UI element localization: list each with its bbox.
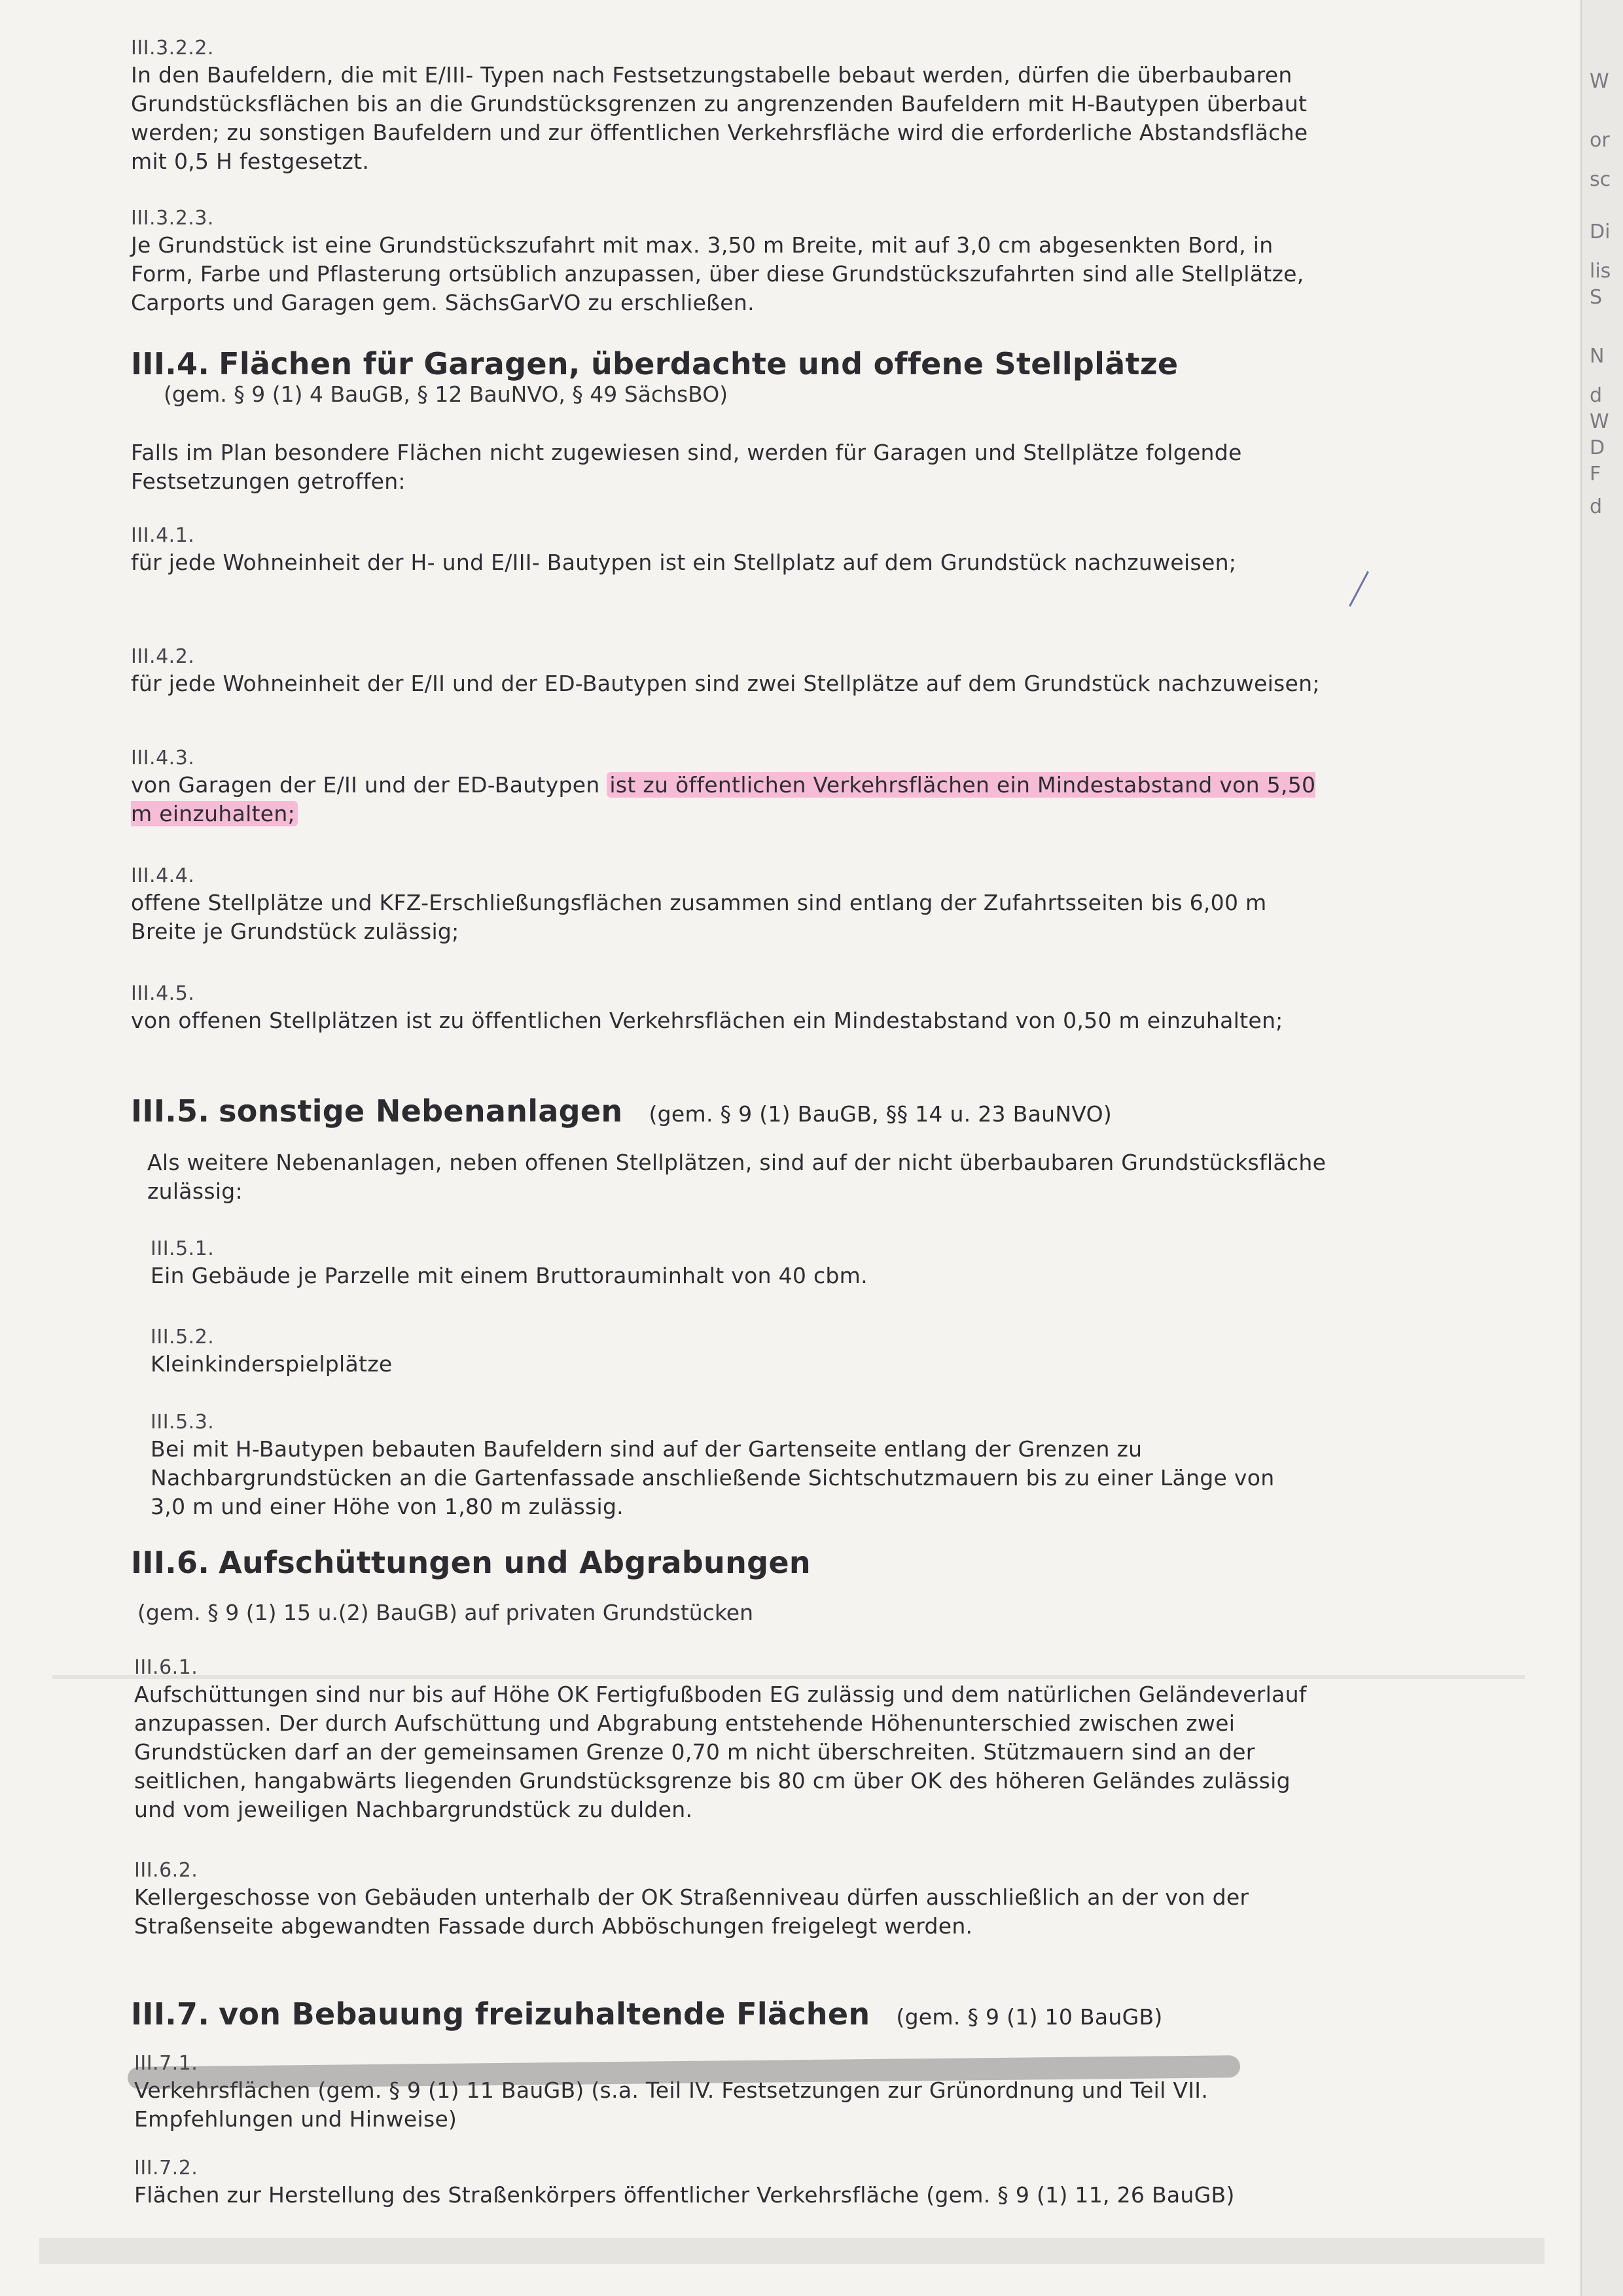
paragraph-text: Verkehrsflächen (gem. § 9 (1) 11 BauGB) (s.a. Teil IV. Festsetzungen zur Grünordnung und Teil VII. Empfehlungen und Hinweise) <box>134 2077 1209 2132</box>
legal-reference: (gem. § 9 (1) BauGB, §§ 14 u. 23 BauNVO) <box>649 1101 1113 1127</box>
highlighted-text: ist zu öffentlichen Verkehrsflächen ein Mindestabstand von 5,50 m einzuhalten; <box>131 772 1316 826</box>
paragraph-number: III.7.2. <box>134 2157 198 2180</box>
section-number: III.4. <box>131 346 210 381</box>
paragraph-number: III.4.4. <box>131 864 195 887</box>
paragraph-text: für jede Wohneinheit der H- und E/III- Bautypen ist ein Stellplatz auf dem Grundstück nachzuweisen; <box>131 550 1237 575</box>
paragraph-block <box>134 1858 1312 1941</box>
paragraph-block <box>134 2156 1312 2210</box>
paragraph-number: III.3.2.2. <box>131 37 214 60</box>
paragraph-block <box>131 981 1335 1035</box>
paragraph-block <box>131 645 1335 698</box>
margin-glyph: sc <box>1590 168 1611 191</box>
paragraph-number: III.3.2.3. <box>131 207 214 230</box>
section-title: von Bebauung freizuhaltende Flächen <box>219 1996 870 2032</box>
legal-reference: (gem. § 9 (1) 15 u.(2) BauGB) auf privaten Grundstücken <box>137 1600 754 1625</box>
section-heading <box>131 1544 811 1581</box>
margin-glyph: or <box>1590 129 1610 152</box>
paragraph-text: Kellergeschosse von Gebäuden unterhalb der OK Straßenniveau dürfen ausschließlich an der von der Straßenseite abgewandten Fassade durch Abböschungen freigelegt werden. <box>134 1884 1249 1939</box>
section-intro: Falls im Plan besondere Flächen nicht zugewiesen sind, werden für Garagen und Stellplätze folgende Festsetzungen getroffen: <box>131 440 1242 494</box>
legal-reference: (gem. § 9 (1) 10 BauGB) <box>896 2004 1163 2030</box>
section-title: sonstige Nebenanlagen <box>219 1093 623 1129</box>
paragraph-text: von offenen Stellplätzen ist zu öffentlichen Verkehrsflächen ein Mindestabstand von 0,50 m einzuhalten; <box>131 1008 1283 1033</box>
adjacent-page-edge <box>1580 0 1623 2296</box>
paragraph-number: III.5.2. <box>151 1326 215 1349</box>
paragraph-block <box>131 523 1335 577</box>
paragraph-block <box>134 1655 1312 1824</box>
paragraph-number: III.7.1. <box>134 2052 198 2075</box>
paragraph-block <box>131 206 1335 317</box>
scan-shadow <box>39 2238 1544 2264</box>
section-title: Flächen für Garagen, überdachte und offene Stellplätze <box>219 346 1179 381</box>
pen-mark <box>1349 571 1369 607</box>
section-heading <box>131 345 1178 382</box>
paragraph-number: III.4.2. <box>131 645 195 668</box>
margin-glyph: d <box>1590 384 1603 407</box>
margin-glyph: S <box>1590 286 1603 309</box>
margin-glyph: Di <box>1590 221 1611 243</box>
paragraph-block <box>131 864 1335 946</box>
paragraph-text: für jede Wohneinheit der E/II und der ED-Bautypen sind zwei Stellplätze auf dem Grundstück nachzuweisen; <box>131 671 1320 696</box>
paragraph-text: Je Grundstück ist eine Grundstückszufahrt mit max. 3,50 m Breite, mit auf 3,0 cm abgesenkten Bord, in Form, Farbe und Pflasterung ortsüblich anzupassen, über diese Grundstückszufahrten sind alle Stellplätze, Carports und Garagen gem. SächsGarVO zu erschließen. <box>131 232 1304 315</box>
section-heading <box>131 1996 1163 2036</box>
paragraph-number: III.5.3. <box>151 1411 215 1434</box>
margin-glyph: W <box>1590 70 1609 93</box>
paragraph-number: III.4.3. <box>131 747 195 769</box>
paragraph-block <box>151 1237 1355 1290</box>
paragraph-number: III.4.1. <box>131 524 195 547</box>
section-number: III.6. <box>131 1545 210 1580</box>
margin-glyph: F <box>1590 463 1601 486</box>
paragraph-block <box>147 1148 1351 1206</box>
margin-glyph: d <box>1590 495 1603 518</box>
section-intro: Als weitere Nebenanlagen, neben offenen Stellplätzen, sind auf der nicht überbaubaren Grundstücksfläche zulässig: <box>147 1150 1327 1204</box>
text-segment: von Garagen der E/II und der ED-Bautypen <box>131 772 607 798</box>
paragraph-number: III.4.5. <box>131 982 195 1005</box>
paragraph-text <box>131 771 1335 828</box>
section-number: III.5. <box>131 1093 210 1129</box>
margin-glyph: N <box>1590 345 1605 368</box>
section-title: Aufschüttungen und Abgrabungen <box>219 1545 811 1580</box>
margin-glyph: W <box>1590 410 1609 433</box>
margin-glyph: lis <box>1590 260 1611 283</box>
legal-reference: (gem. § 9 (1) 4 BauGB, § 12 BauNVO, § 49 SächsBO) <box>164 381 728 407</box>
section-heading <box>131 1093 1112 1133</box>
paragraph-block <box>131 36 1335 176</box>
paragraph-number: III.6.1. <box>134 1656 198 1679</box>
margin-glyph: D <box>1590 436 1605 459</box>
paragraph-block <box>151 1410 1315 1521</box>
paragraph-text: Aufschüttungen sind nur bis auf Höhe OK Fertigfußboden EG zulässig und dem natürlichen Geländeverlauf anzupassen. Der durch Aufschüttung und Abgrabung entstehende Höhenunterschied zwischen zwei Grundstücken darf an der gemeinsamen Grenze 0,70 m nicht überschreiten. Stützmauern sind an der seitlichen, hangabwärts liegenden Grundstücksgrenze bis 80 cm über OK des höheren Geländes zulässig und vom jeweiligen Nachbargrundstück zu dulden. <box>134 1682 1307 1822</box>
paragraph-text: Kleinkinderspielplätze <box>151 1351 393 1377</box>
paragraph-text: offene Stellplätze und KFZ-Erschließungsflächen zusammen sind entlang der Zufahrtsseiten bis 6,00 m Breite je Grundstück zulässig; <box>131 890 1267 944</box>
paragraph-block <box>131 746 1335 828</box>
paragraph-text: In den Baufeldern, die mit E/III- Typen nach Festsetzungstabelle bebaut werden, dürfen die überbaubaren Grundstücksflächen bis an die Grundstücksgrenzen zu angrenzenden Baufeldern mit H-Bautypen überbaut werden; zu sonstigen Baufeldern und zur öffentlichen Verkehrsfläche wird die erforderliche Abstandsfläche mit 0,5 H festgesetzt. <box>131 62 1308 174</box>
paragraph-number: III.5.1. <box>151 1237 215 1260</box>
section-number: III.7. <box>131 1996 210 2032</box>
paragraph-block <box>131 438 1335 496</box>
paragraph-text: Flächen zur Herstellung des Straßenkörpers öffentlicher Verkehrsfläche (gem. § 9 (1) 11, 26 BauGB) <box>134 2182 1235 2208</box>
paragraph-text: Ein Gebäude je Parzelle mit einem Bruttorauminhalt von 40 cbm. <box>151 1263 868 1288</box>
paragraph-number: III.6.2. <box>134 1859 198 1882</box>
paragraph-block <box>151 1325 1355 1379</box>
paragraph-text: Bei mit H-Bautypen bebauten Baufeldern sind auf der Gartenseite entlang der Grenzen zu Nachbargrundstücken an die Gartenfassade anschließende Sichtschutzmauern bis zu einer Länge von 3,0 m und einer Höhe von 1,80 m zulässig. <box>151 1436 1275 1519</box>
